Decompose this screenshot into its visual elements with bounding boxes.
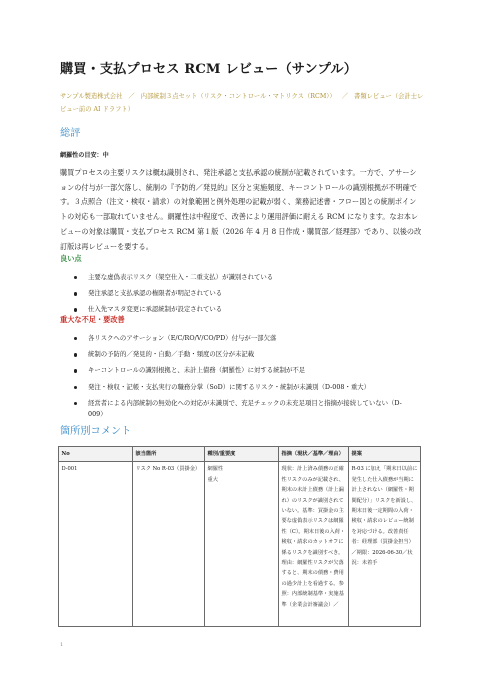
bullet-icon [74, 308, 77, 311]
column-header-no: No [59, 447, 133, 462]
table-header-row [59, 447, 421, 462]
summary-heading: 総評 [60, 128, 81, 139]
meta-target: 内部統制３点セット（リスク・コントロール・マトリクス（RCM）） [140, 93, 336, 100]
bullet-icon [74, 292, 77, 295]
cell-location: リスク No R-03（買掛金） [133, 462, 205, 627]
good-points-heading: 良い点 [60, 254, 82, 263]
comments-heading: 箇所別コメント [60, 426, 132, 437]
issues-list [60, 333, 412, 425]
bullet-icon [74, 337, 77, 340]
column-header-finding: 指摘（現状／基準／理由） [279, 447, 349, 462]
list-item: 発注承認と支払承認の権限者が明記されている [60, 288, 412, 299]
meta-separator: ／ [341, 93, 349, 100]
type-value: 網羅性 [207, 466, 224, 473]
comments-table [58, 446, 421, 627]
bullet-icon [74, 386, 77, 389]
cell-finding: 現状：計上済み債務の正確性リスクのみが記載され、期末の未計上債務（計上漏れ）のリスクが識別されていない。基準：買掛金の主要な虚偽表示リスクは網羅性（C）。期末日後の入荷・検収・請求のカットオフに係るリスクを識別すべき。理由：網羅性リスクが欠落すると、期末の債務・費用の過少計上を看過する。参照：内部統制基準・実施基準（企業会計審議会）／ [279, 462, 349, 627]
list-item: 統制の予防的／発見的・自動／手動・頻度の区分が未記載 [60, 349, 412, 360]
cell-type [205, 462, 279, 627]
bullet-icon [74, 353, 77, 356]
meta-review-type: 書類レビュー（会計士レビュー前の AI ドラフト） [60, 93, 424, 113]
bullet-icon [74, 369, 77, 372]
summary-paragraph: 購買プロセスの主要リスクは概ね識別され、発注承認と支払承認の統制が記載されています。一方で、アサーションの付与が一部欠落し、統制の『予防的／発見的』区分と実施頻度、キーコントロールの識別根拠が不明確です。３点照合（注文・検収・請求）の対象範囲と例外処理の記載が弱く、業務記述書・フロー図との統制ポイントの対応も一部取れていません。網羅性は中程度で、改善により運用評価に耐える RCM になります。なお本レビューの対象は購買・支払プロセス RCM 第１版（2026 年 4 月 8 日作成・購買部／経理部）であり、以後の改訂版は再レビューを要する。 [60, 168, 422, 251]
cell-no: D-001 [59, 462, 133, 627]
maturity-label: 網羅性の目安：中 [60, 152, 109, 159]
issues-heading: 重大な不足・要改善 [60, 315, 125, 324]
meta-separator: ／ [128, 93, 135, 100]
list-item: 発注・検収・記帳・支払実行の職務分掌（SoD）に関するリスク・統制が未識別（D-008・重大） [60, 382, 412, 393]
list-item: キーコントロールの識別根拠と、未計上債務（網羅性）に対する統制が不足 [60, 365, 412, 376]
column-header-type: 種別/重要度 [205, 447, 279, 462]
meta-company: サンプル製造株式会社 [60, 93, 123, 100]
list-item: 主要な虚偽表示リスク（架空仕入・二重支払）が識別されている [60, 272, 412, 283]
good-points-list [60, 272, 412, 321]
document-meta [60, 90, 428, 116]
bullet-icon [74, 276, 77, 279]
list-item: 経営者による内部統制の無効化への対応が未識別で、充足チェックの未充足項目と指摘が接続していない（D-009） [60, 398, 412, 420]
column-header-proposal: 提案 [349, 447, 421, 462]
list-item: 各リスクへのアサーション（E/C/RO/V/CO/PD）付与が一部欠落 [60, 333, 412, 344]
column-header-location: 該当箇所 [133, 447, 205, 462]
page-number: 1 [60, 642, 64, 648]
bullet-icon [74, 402, 77, 405]
cell-proposal: R-03 に加え「期末日以前に発生した仕入債務が当期に計上されない（網羅性・期間配分）」リスクを新設し、期末日後一定期間の入荷・検収・請求のレビュー統制を対応づける。改善責任者：経理部（買掛金担当）／期限：2026-06-30／状況：未着手 [349, 462, 421, 627]
table-row [59, 462, 421, 627]
list-item: 仕入先マスタ変更に承認統制が設定されている [60, 304, 412, 315]
severity-value: 重大 [207, 476, 218, 483]
document-title: 購買・支払プロセス RCM レビュー（サンプル） [60, 62, 358, 77]
